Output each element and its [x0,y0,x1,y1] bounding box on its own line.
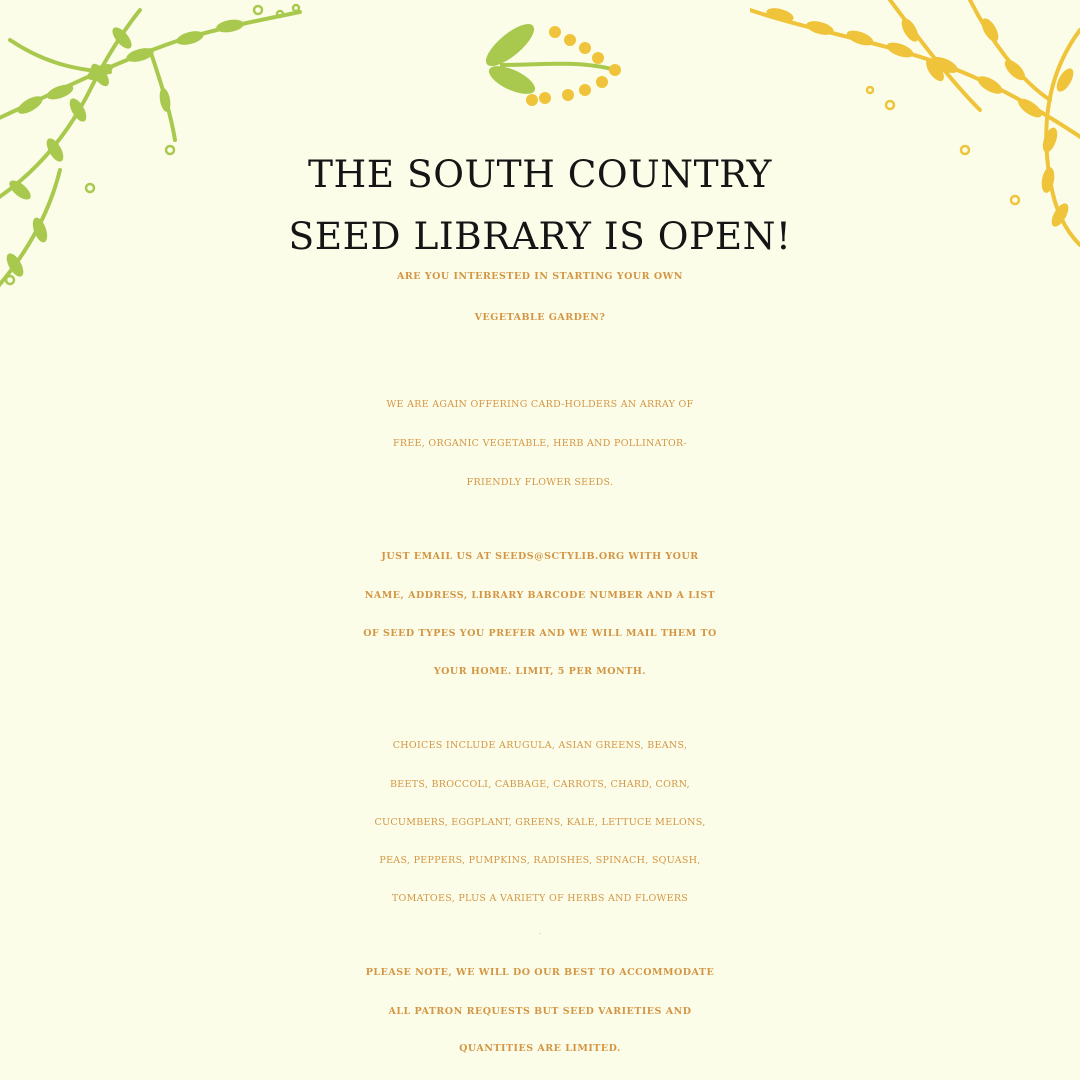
email-instructions-line-3: OF SEED TYPES YOU PREFER AND WE WILL MAIL THEM TO [363,628,717,639]
choices-line-4: PEAS, PEPPERS, PUMPKINS, RADISHES, SPINACH, SQUASH, [379,855,701,866]
choices-line-1: CHOICES INCLUDE ARUGULA, ASIAN GREENS, BEANS, [392,740,688,751]
email-link[interactable]: SEEDS@SCTYLIB.ORG [495,551,625,562]
email-intro-text: JUST EMAIL US AT [381,551,496,562]
choices-line-2: BEETS, BROCCOLI, CABBAGE, CARROTS, CHARD, CORN, [390,779,690,790]
offer-line-3: FRIENDLY FLOWER SEEDS. [466,477,614,488]
offer-line-1: WE ARE AGAIN OFFERING CARD-HOLDERS AN ARRAY OF [386,399,694,410]
choices-line-5: TOMATOES, PLUS A VARIETY OF HERBS AND FLOWERS [391,893,689,904]
choices-line-3: CUCUMBERS, EGGPLANT, GREENS, KALE, LETTUCE MELONS, [374,817,706,828]
note-line-1: PLEASE NOTE, WE WILL DO OUR BEST TO ACCOMMODATE [365,967,715,978]
note-line-3: QUANTITIES ARE LIMITED. [459,1043,621,1054]
offer-line-2: FREE, ORGANIC VEGETABLE, HERB AND POLLINATOR- [392,438,688,449]
email-instructions-line-4: YOUR HOME. LIMIT, 5 PER MONTH. [433,666,647,677]
note-line-2: ALL PATRON REQUESTS BUT SEED VARIETIES AND [388,1006,692,1017]
question-line-1: ARE YOU INTERESTED IN STARTING YOUR OWN [397,271,683,282]
email-instructions-line-2: NAME, ADDRESS, LIBRARY BARCODE NUMBER AND A LIST [364,590,716,601]
sprig-decoration [470,10,630,110]
email-instructions-line-1 [0,551,1080,562]
page-title-line-2: SEED LIBRARY IS OPEN! [288,214,792,258]
choices-line-6: . [538,928,542,936]
email-outro-text: WITH YOUR [624,551,699,562]
page-title-line-1: THE SOUTH COUNTRY [308,152,772,196]
question-line-2: VEGETABLE GARDEN? [474,312,606,323]
